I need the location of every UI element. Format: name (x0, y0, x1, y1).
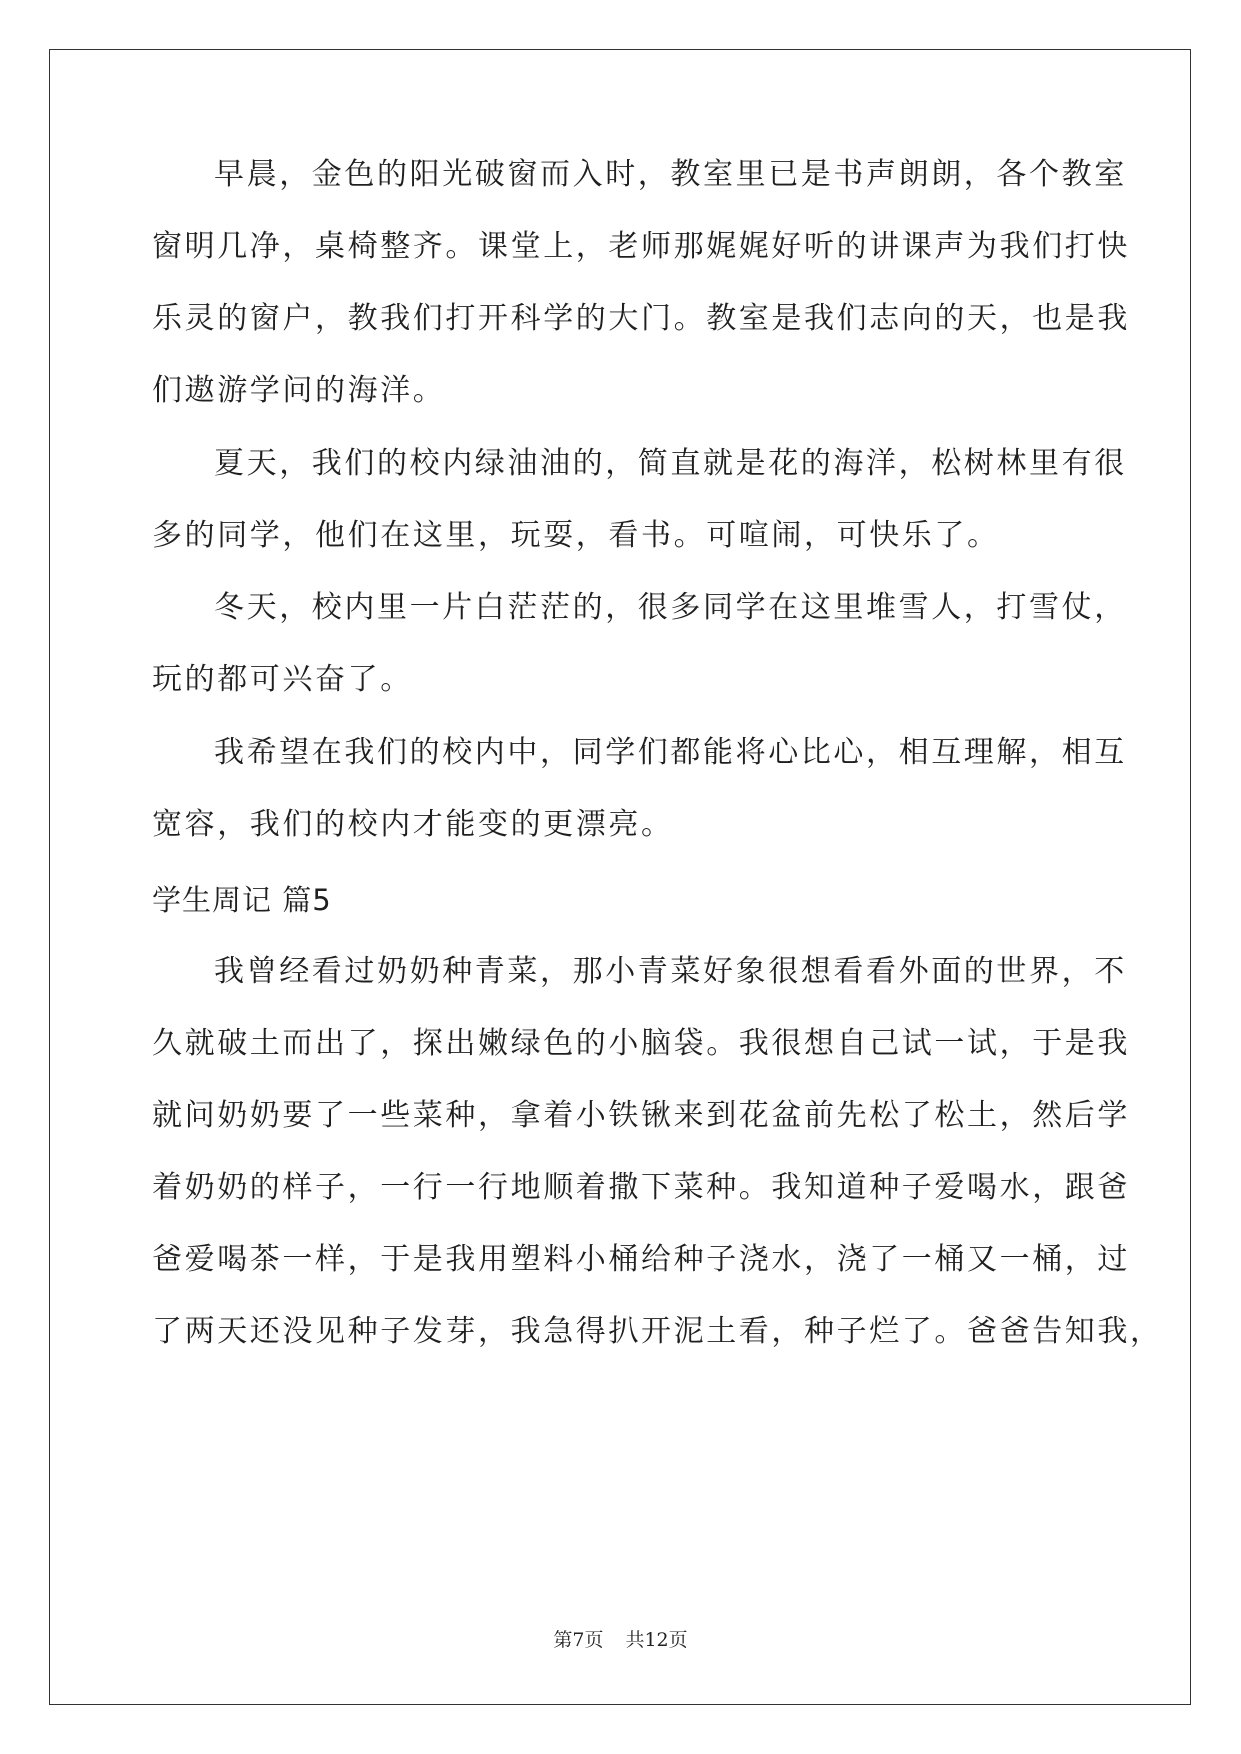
page-total: 共12页 (625, 1629, 688, 1651)
paragraph-line: 我曾经看过奶奶种青菜，那小青菜好象很想看看外面的世界，不 (214, 954, 1127, 989)
page-number: 第7页 (553, 1629, 604, 1651)
paragraph-line: 久就破土而出了，探出嫩绿色的小脑袋。我很想自己试一试，于是我 (152, 1026, 1130, 1061)
paragraph-line: 了两天还没见种子发芽，我急得扒开泥土看，种子烂了。爸爸告知我， (152, 1314, 1163, 1349)
paragraph-line: 玩的都可兴奋了。 (152, 662, 413, 697)
paragraph-line: 爸爱喝茶一样，于是我用塑料小桶给种子浇水，浇了一桶又一桶，过 (152, 1242, 1130, 1277)
paragraph-line: 就问奶奶要了一些菜种，拿着小铁锹来到花盆前先松了松土，然后学 (152, 1098, 1130, 1133)
paragraph-line: 乐灵的窗户，教我们打开科学的大门。教室是我们志向的天，也是我 (152, 301, 1130, 336)
paragraph-line: 我希望在我们的校内中，同学们都能将心比心，相互理解，相互 (214, 735, 1127, 770)
paragraph-line: 早晨，金色的阳光破窗而入时，教室里已是书声朗朗，各个教室 (214, 157, 1127, 192)
paragraph-line: 宽容，我们的校内才能变的更漂亮。 (152, 807, 674, 842)
paragraph-line: 着奶奶的样子，一行一行地顺着撒下菜种。我知道种子爱喝水，跟爸 (152, 1170, 1130, 1205)
paragraph-line: 多的同学，他们在这里，玩耍，看书。可喧闹，可快乐了。 (152, 518, 1000, 553)
page-border (49, 49, 1191, 1705)
section-heading: 学生周记 篇5 (152, 883, 332, 917)
paragraph-line: 窗明几净，桌椅整齐。课堂上，老师那娓娓好听的讲课声为我们打快 (152, 229, 1130, 264)
paragraph-line: 们遨游学问的海洋。 (152, 373, 446, 408)
page-footer (0, 1625, 1241, 1652)
paragraph-line: 冬天，校内里一片白茫茫的，很多同学在这里堆雪人，打雪仗， (214, 590, 1127, 625)
paragraph-line: 夏天，我们的校内绿油油的，简直就是花的海洋，松树林里有很 (214, 446, 1127, 481)
